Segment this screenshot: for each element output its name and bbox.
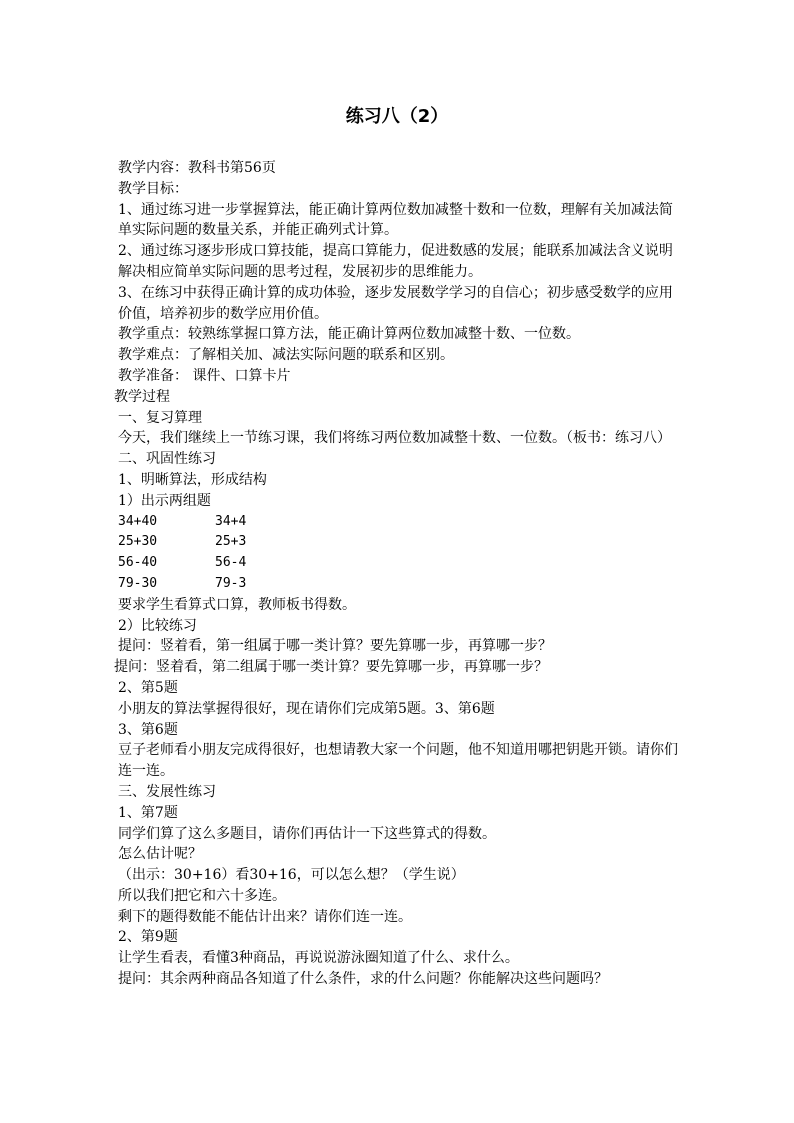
remaining-line: 剩下的题得数能不能估计出来？请你们连一连。: [118, 908, 412, 925]
section-2-heading: 二、巩固性练习: [118, 451, 216, 468]
equation-row: [118, 553, 684, 574]
objective-3: 3、在练习中获得正确计算的成功体验，逐步发展数学学习的自信心；初步感受数学的应用价值，培养初步的数学应用价值。: [118, 284, 673, 322]
exercise-7-heading: 1、第7题: [118, 804, 178, 821]
exercise-5-text: 小朋友的算法掌握得很好，现在请你们完成第5题。3、第6题: [118, 700, 495, 717]
objective-2: 2、通过练习逐步形成口算技能，提高口算能力，促进数感的发展；能联系加减法含义说明解决相应简单实际问题的思考过程，发展初步的思维能力。: [118, 243, 673, 280]
subsection-1-heading: 1、明晰算法，形成结构: [118, 471, 267, 488]
estimate-question: 怎么估计呢？: [118, 846, 202, 863]
preparation: 教学准备： 课件、口算卡片: [118, 367, 291, 384]
equation-group-2: 79-3: [215, 575, 247, 591]
section-1-heading: 一、复习算理: [118, 409, 202, 426]
question-1: 提问：竖着看，第一组属于哪一类计算？要先算哪一步，再算哪一步？: [118, 638, 552, 655]
equation-row: [118, 574, 684, 595]
exercise-6-text: 豆子老师看小朋友完成得很好，也想请教大家一个问题，他不知道用哪把钥匙开锁。请你们连一连。: [118, 742, 678, 780]
question-2: 提问：竖着看，第二组属于哪一类计算？要先算哪一步，再算哪一步？: [114, 659, 548, 676]
equation-row: [118, 512, 684, 533]
two-groups-heading: 1）出示两组题: [118, 492, 211, 509]
instruction-line: 要求学生看算式口算，教师板书得数。: [118, 596, 356, 613]
review-paragraph: 今天，我们继续上一节练习课，我们将练习两位数加减整十数、一位数。（板书：练习八）: [118, 430, 671, 447]
objective-1: 1、通过练习进一步掌握算法，能正确计算两位数加减整十数和一位数，理解有关加减法简单实际问题的数量关系，并能正确列式计算。: [118, 201, 673, 239]
connect-line: 所以我们把它和六十多连。: [118, 887, 286, 904]
process-heading: 教学过程: [114, 388, 170, 405]
equation-group-1: 25+30: [118, 534, 158, 550]
exercise-7-text: 同学们算了这么多题目，请你们再估计一下这些算式的得数。: [118, 825, 496, 842]
compare-heading: 2）比较练习: [118, 617, 197, 634]
section-3-heading: 三、发展性练习: [118, 783, 216, 800]
example-line: （出示：30+16）看30+16，可以怎么想？（学生说）: [118, 867, 465, 884]
final-question: 提问：其余两种商品各知道了什么条件，求的什么问题？你能解决这些问题吗？: [118, 971, 608, 988]
equation-group-1: 34+40: [118, 513, 158, 529]
document-title: 练习八（2）: [345, 106, 449, 127]
equation-row: [118, 532, 684, 553]
document-body: [114, 158, 684, 990]
equation-group-2: 34+4: [215, 513, 247, 529]
key-point: 教学重点：较熟练掌握口算方法，能正确计算两位数加减整十数、一位数。: [118, 326, 580, 343]
equation-group-1: 56-40: [118, 555, 158, 571]
equation-group-2: 56-4: [215, 555, 247, 571]
exercise-6-heading: 3、第6题: [118, 721, 178, 738]
objectives-heading: 教学目标：: [118, 180, 188, 197]
content-line: 教学内容：教科书第56页: [118, 160, 276, 176]
equation-group-1: 79-30: [118, 575, 158, 591]
exercise-9-heading: 2、第9题: [118, 929, 178, 946]
exercise-5-heading: 2、第5题: [118, 679, 178, 696]
exercise-9-text: 让学生看表，看懂3种商品，再说说游泳圈知道了什么、求什么。: [118, 950, 519, 967]
difficult-point: 教学难点：了解相关加、减法实际问题的联系和区别。: [118, 347, 454, 364]
equation-group-2: 25+3: [215, 534, 247, 550]
